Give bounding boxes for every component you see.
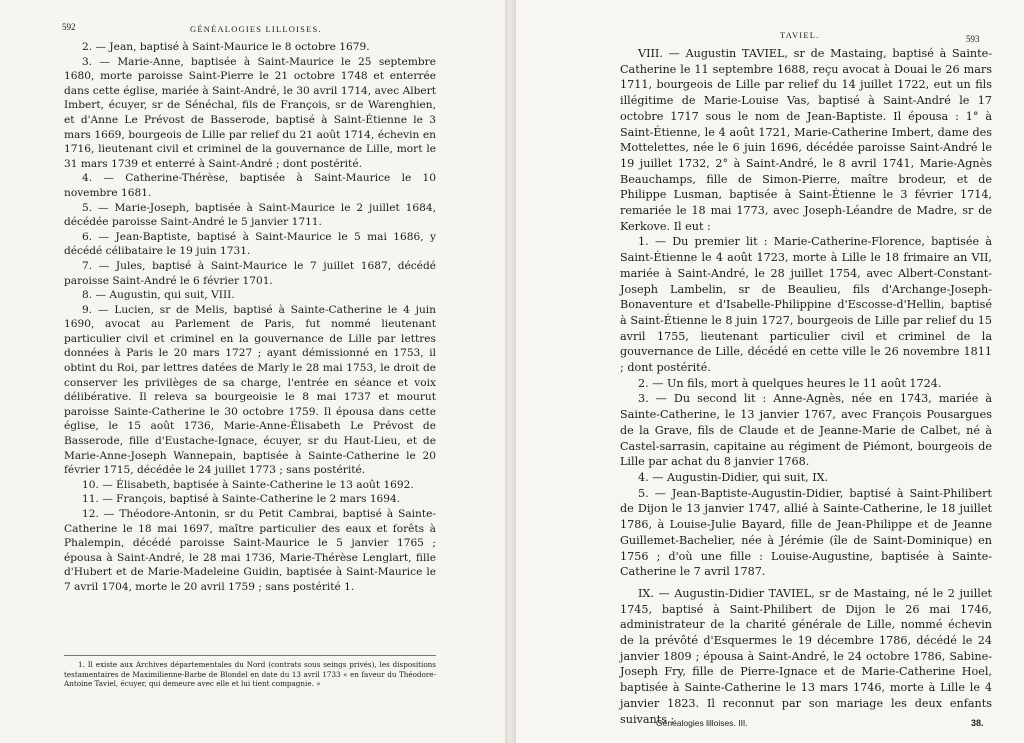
right-footer-signature: 38. bbox=[971, 718, 984, 728]
left-paragraph: 5. — Marie-Joseph, baptisée à Saint-Maurice le 2 juillet 1684, décédée paroisse Saint-André le 5 janvier 1711. bbox=[64, 201, 436, 229]
left-paragraph: 8. — Augustin, qui suit, VIII. bbox=[82, 289, 235, 302]
left-paragraph: 10. — Élisabeth, baptisée à Sainte-Catherine le 13 août 1692. bbox=[82, 478, 414, 491]
right-paragraph: 2. — Un fils, mort à quelques heures le 11 août 1724. bbox=[638, 376, 942, 390]
left-paragraph: 9. — Lucien, sr de Melis, baptisé à Sainte-Catherine le 4 juin 1690, avocat au Parlement de Paris, fut nommé lieutenant particulier civil et criminel en la gouvernance de Lille par lettres données à Paris le 20 mars 1727 ; ayant démissionné en 1753, il obtint du Roi, par lettres datées de Marly le 28 mai 1753, le droit de conserver les privilèges de sa charge, l'entrée en séance et voix délibérative. Il releva sa bourgeoisie le 8 mai 1737 et mourut paroisse Sainte-Catherine le 30 octobre 1759. Il épousa dans cette église, le 15 août 1736, Marie-Anne-Élisabeth Le Prévost de Basserode, fille d'Eustache-Ignace, écuyer, sr du Haut-Lieu, et de Marie-Anne-Joseph Wannepain, baptisée à Sainte-Catherine le 20 février 1715, décédée le 24 juillet 1773 ; sans postérité. bbox=[64, 303, 436, 477]
left-footnote bbox=[64, 655, 436, 689]
left-text-column bbox=[64, 40, 436, 595]
left-running-head: GÉNÉALOGIES LILLOISES. bbox=[190, 24, 322, 34]
right-page-number: 593 bbox=[966, 34, 980, 44]
left-paragraph: 6. — Jean-Baptiste, baptisé à Saint-Maurice le 5 mai 1686, y décédé célibataire le 19 juin 1731. bbox=[64, 230, 436, 258]
left-paragraph: 11. — François, baptisé à Sainte-Catherine le 2 mars 1694. bbox=[82, 493, 401, 506]
left-paragraph: 4. — Catherine-Thérèse, baptisée à Saint-Maurice le 10 novembre 1681. bbox=[64, 172, 436, 199]
right-paragraph: 3. — Du second lit : Anne-Agnès, née en 1743, mariée à Sainte-Catherine, le 13 janvier 1767, avec François Pousargues de la Grave, fils de Claude et de Jeanne-Marie de Calbet, né à Castel-sarrasin, capitaine au régiment de Piémont, bourgeois de Lille par achat du 8 janvier 1768. bbox=[620, 392, 992, 469]
book-gutter bbox=[505, 0, 516, 743]
left-page bbox=[0, 0, 505, 743]
left-paragraph: 2. — Jean, baptisé à Saint-Maurice le 8 octobre 1679. bbox=[82, 41, 370, 53]
right-paragraph: 5. — Jean-Baptiste-Augustin-Didier, baptisé à Saint-Philibert de Dijon le 13 janvier 1747, allié à Sainte-Catherine, le 18 juillet 1786, à Louise-Julie Bayard, fille de Jean-Philippe et de Jeanne Guillemet-Bachelier, née à Jérémie (île de Saint-Dominique) en 1756 ; d'où une fille : Louise-Augustine, baptisée à Sainte-Catherine le 7 avril 1787. bbox=[620, 486, 992, 579]
left-page-number: 592 bbox=[62, 22, 76, 32]
left-paragraph: 3. — Marie-Anne, baptisée à Saint-Maurice le 25 septembre 1680, morte paroisse Saint-Pierre le 21 octobre 1748 et enterrée dans cette église, mariée à Saint-André, le 30 avril 1714, avec Albert Imbert, écuyer, sr de Sénéchal, fils de François, sr de Warenghien, et d'Anne Le Prévost de Basserode, baptisé à Saint-Étienne le 3 mars 1669, bourgeois de Lille par relief du 21 août 1714, échevin en 1716, lieutenant civil et criminel de la gouvernance de Lille, mort le 31 mars 1739 et enterré à Saint-André ; dont postérité. bbox=[64, 55, 436, 170]
left-paragraph: 12. — Théodore-Antonin, sr du Petit Cambrai, baptisé à Sainte-Catherine le 18 mai 1697, maître particulier des eaux et forêts à Phalempin, décédé paroisse Saint-Maurice le 5 janvier 1765 ; épousa à Saint-André, le 28 mai 1736, Marie-Thérèse Lenglart, fille d'Hubert et de Marie-Madeleine Guidin, baptisée à Saint-Maurice le 7 avril 1704, morte le 20 avril 1759 ; sans postérité 1. bbox=[64, 508, 436, 593]
right-footer-title: Généalogies lilloises. III. bbox=[656, 718, 748, 728]
left-paragraph: 7. — Jules, baptisé à Saint-Maurice le 7 juillet 1687, décédé paroisse Saint-André le 6 février 1701. bbox=[64, 259, 436, 287]
footnote-text: 1. Il existe aux Archives départementales du Nord (contrats sous seings privés), les dispositions testamentaires de Maximilienne-Barbe de Blondel en date du 13 avril 1733 « en faveur du Théodore-Antoine Taviel, écuyer, qui demeure avec elle et lui tient compagnie. » bbox=[64, 660, 436, 688]
right-paragraph: VIII. — Augustin TAVIEL, sr de Mastaing, baptisé à Sainte-Catherine le 11 septembre 1688, reçu avocat à Douai le 26 mars 1711, bourgeois de Lille par relief du 14 juillet 1722, eut un fils illégitime de Marie-Louise Vas, baptisé à Saint-André le 17 octobre 1717 sous le nom de Jean-Baptiste. Il épousa : 1° à Saint-Étienne, le 4 août 1721, Marie-Catherine Imbert, dame des Mottelettes, née le 6 juin 1696, décédée paroisse Saint-André le 19 juillet 1732, 2° à Saint-André, le 8 avril 1741, Marie-Agnès Beauchamps, fille de Simon-Pierre, maître brodeur, et de Philippe Lusman, baptisée à Saint-Étienne le 3 février 1714, remariée le 18 mai 1773, avec Joseph-Léandre de Madre, sr de Kerkove. Il eut : bbox=[620, 47, 992, 233]
right-page bbox=[516, 0, 1024, 743]
right-paragraph: 4. — Augustin-Didier, qui suit, IX. bbox=[638, 470, 829, 484]
right-running-head: TAVIEL. bbox=[780, 30, 820, 40]
right-paragraph: IX. — Augustin-Didier TAVIEL, sr de Mastaing, né le 2 juillet 1745, baptisé à Saint-Philibert de Dijon le 26 mai 1746, administrateur de la charité générale de Lille, nommé échevin de la prévôté d'Esquermes le 19 décembre 1786, décédé le 24 janvier 1809 ; épousa à Saint-André, le 24 octobre 1786, Sabine-Joseph Fry, fille de Pierre-Ignace et de Marie-Catherine Hoel, baptisée à Sainte-Catherine le 13 mars 1746, morte à Lille le 4 janvier 1823. Il reconnut par son mariage les deux enfants suivants : bbox=[620, 586, 992, 726]
right-paragraph: 1. — Du premier lit : Marie-Catherine-Florence, baptisée à Saint-Étienne le 4 août 1723, morte à Lille le 18 frimaire an VII, mariée à Saint-André, le 28 juillet 1754, avec Albert-Constant-Joseph Lambelin, sr de Beaulieu, fils d'Archange-Joseph-Bonaventure et d'Isabelle-Philippine d'Escosse-d'Hellin, baptisé à Saint-Étienne le 8 juin 1727, bourgeois de Lille par relief du 15 avril 1755, lieutenant particulier civil et criminel de la gouvernance de Lille, décédé en cette ville le 26 novembre 1811 ; dont postérité. bbox=[620, 235, 992, 375]
right-text-column bbox=[620, 46, 992, 727]
